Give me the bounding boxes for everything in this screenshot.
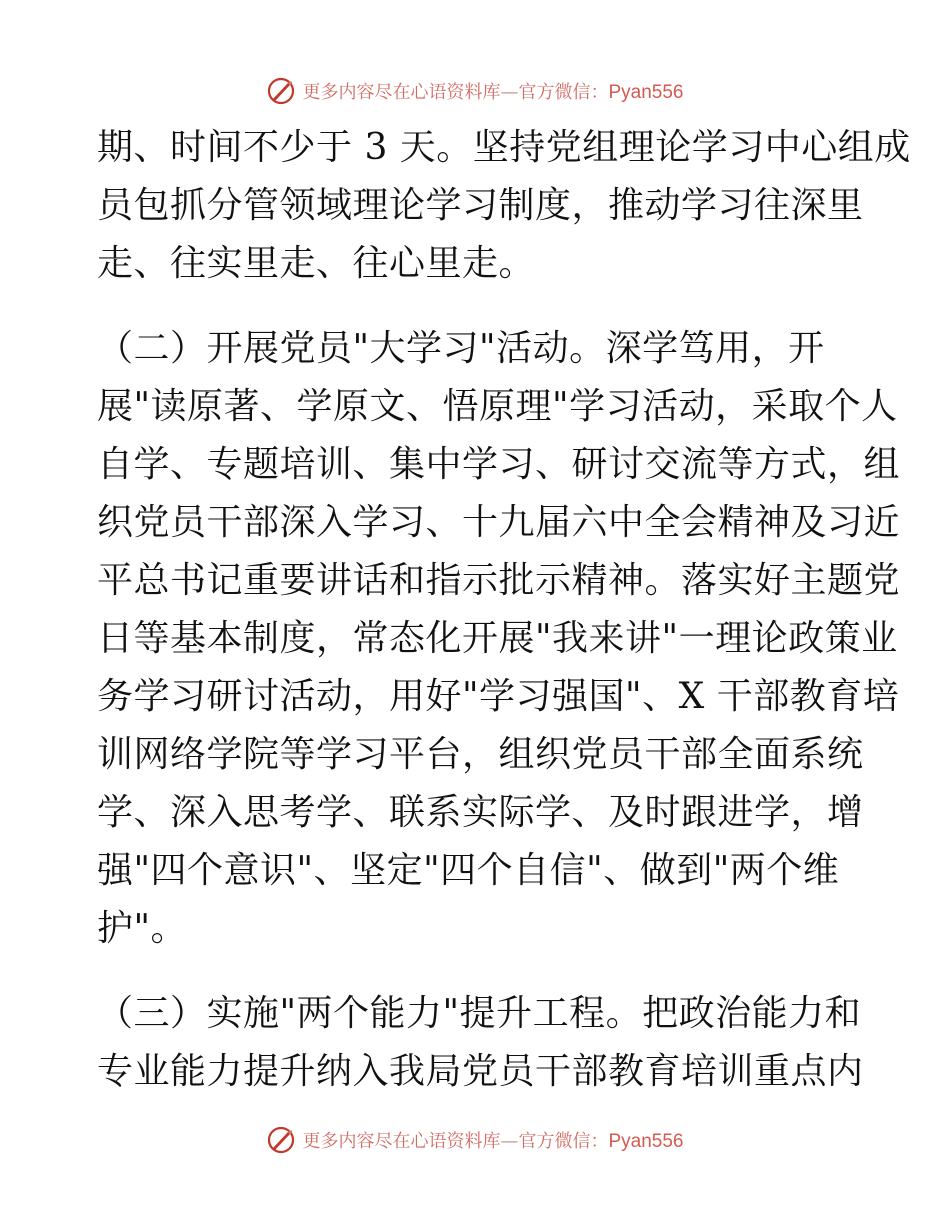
paragraph-2 <box>97 320 901 958</box>
document-body <box>97 119 911 1101</box>
text-line: 强"四个意识"、坚定"四个自信"、做到"两个维 <box>97 850 840 891</box>
footer-watermark <box>0 1120 950 1160</box>
watermark-label: 官方微信： <box>518 1131 609 1152</box>
watermark-separator: — <box>500 82 519 103</box>
text-line: 务学习研讨活动，用好"学习强国"、X 干部教育培 <box>97 676 900 717</box>
watermark-id: Pyan556 <box>608 82 684 103</box>
watermark-label: 官方微信： <box>518 82 609 103</box>
watermark-slogan: 更多内容尽在心语资料库 <box>302 1131 501 1152</box>
text-line: 员包抓分管领域理论学习制度，推动学习往深里 <box>97 185 864 226</box>
paragraph-1 <box>97 119 911 293</box>
text-line: 展"读原著、学原文、悟原理"学习活动，采取个人 <box>97 386 898 427</box>
watermark-text <box>302 78 683 104</box>
watermark-id: Pyan556 <box>608 1131 684 1152</box>
text-line: 自学、专题培训、集中学习、研讨交流等方式，组 <box>97 444 901 485</box>
quill-logo-icon <box>266 76 296 106</box>
text-line: 专业能力提升纳入我局党员干部教育培训重点内 <box>97 1051 864 1092</box>
text-line: 训网络学院等学习平台，组织党员干部全面系统 <box>97 734 864 775</box>
watermark-separator: — <box>500 1131 519 1152</box>
watermark-text <box>302 1127 683 1153</box>
watermark-slogan: 更多内容尽在心语资料库 <box>302 82 501 103</box>
paragraph-3 <box>97 985 864 1101</box>
text-line: 日等基本制度，常态化开展"我来讲"一理论政策业 <box>97 618 898 659</box>
text-line: 走、往实里走、往心里走。 <box>97 243 536 284</box>
quill-logo-icon <box>266 1125 296 1155</box>
header-watermark <box>0 71 950 111</box>
text-line: 学、深入思考学、联系实际学、及时跟进学，增 <box>97 792 864 833</box>
text-line: 护"。 <box>97 908 188 949</box>
text-line: 织党员干部深入学习、十九届六中全会精神及习近 <box>97 502 901 543</box>
section-heading-line: （二）开展党员"大学习"活动。深学笃用，开 <box>97 328 825 369</box>
text-line: 平总书记重要讲话和指示批示精神。落实好主题党 <box>97 560 901 601</box>
text-line: 期、时间不少于 3 天。坚持党组理论学习中心组成 <box>97 127 911 168</box>
section-heading-line: （三）实施"两个能力"提升工程。把政治能力和 <box>97 993 862 1034</box>
